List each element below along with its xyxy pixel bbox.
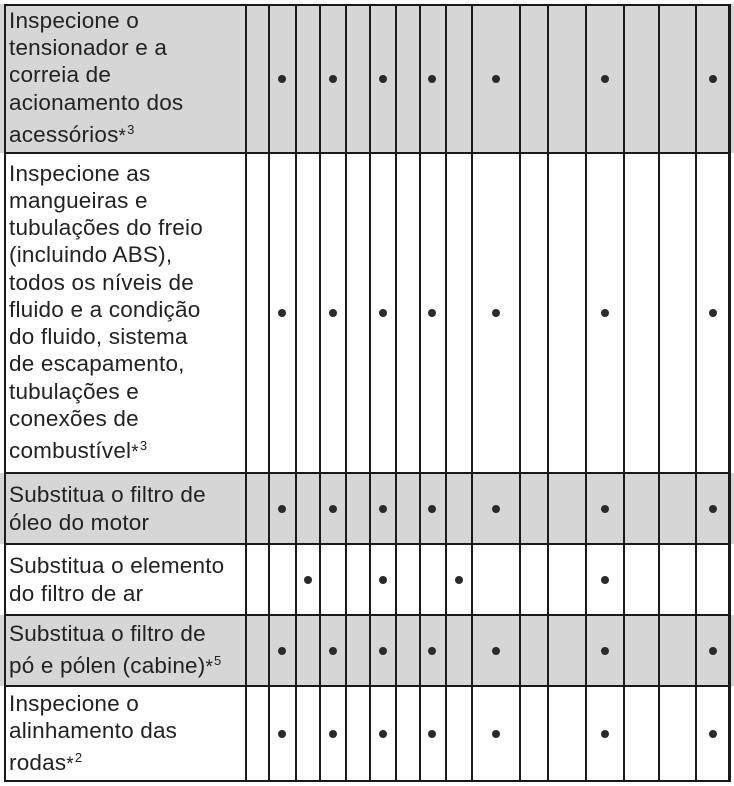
row-divider (4, 472, 730, 474)
column-divider (695, 4, 697, 782)
schedule-dot (379, 75, 387, 83)
row-divider (4, 685, 730, 687)
row-label (9, 544, 241, 615)
row-label (9, 615, 241, 686)
column-divider (585, 4, 587, 782)
column-divider (295, 4, 297, 782)
row-label-text: Substitua o filtro de pó e pólen (cabine) (9, 620, 206, 678)
row-label (9, 473, 241, 544)
column-divider (471, 4, 473, 782)
schedule-dot (455, 576, 463, 584)
row-label (9, 686, 241, 782)
schedule-dot (278, 505, 286, 513)
schedule-dot (601, 730, 609, 738)
row-label-text: Substitua o elemento do filtro de ar (9, 553, 225, 606)
column-divider (547, 4, 549, 782)
schedule-dot (709, 309, 717, 317)
schedule-dot (329, 75, 337, 83)
footnote-ref: *$^2$ (66, 750, 83, 776)
column-divider (419, 4, 421, 782)
footnote-ref: *$^5$ (205, 653, 222, 678)
column-divider (623, 4, 625, 782)
schedule-dot (329, 647, 337, 655)
row-divider (4, 614, 730, 616)
row-label-text: Inspecione as mangueiras e tubulações do freio (incluindo ABS), todos os níveis de fluido e a condição do fluido, sistema de escapamento, tubulações e conexões de combustível (9, 160, 203, 463)
column-divider (319, 4, 321, 782)
schedule-dot (379, 505, 387, 513)
schedule-dot (492, 505, 500, 513)
schedule-dot (428, 730, 436, 738)
column-divider (395, 4, 397, 782)
schedule-dot (329, 505, 337, 513)
column-divider (445, 4, 447, 782)
schedule-dot (601, 505, 609, 513)
column-divider (245, 4, 247, 782)
footnote-ref: *$^3$ (131, 437, 148, 463)
column-divider (658, 4, 660, 782)
schedule-dot (329, 730, 337, 738)
schedule-dot (709, 75, 717, 83)
column-divider (729, 4, 731, 782)
schedule-dot (601, 75, 609, 83)
row-label (9, 153, 241, 473)
row-label-text: Inspecione o alinhamento das rodas (9, 690, 178, 776)
schedule-dot (709, 730, 717, 738)
schedule-dot (601, 309, 609, 317)
column-divider (369, 4, 371, 782)
schedule-dot (278, 75, 286, 83)
schedule-dot (379, 647, 387, 655)
schedule-dot (492, 75, 500, 83)
row-label-text: Inspecione o tensionador e a correia de acionamento dos acessórios (9, 7, 184, 147)
schedule-dot (601, 576, 609, 584)
column-divider (268, 4, 270, 782)
schedule-dot (492, 309, 500, 317)
schedule-dot (304, 576, 312, 584)
schedule-dot (278, 730, 286, 738)
row-divider (4, 543, 730, 545)
schedule-dot (329, 309, 337, 317)
row-label-text: Substitua o filtro de óleo do motor (9, 482, 206, 535)
schedule-dot (709, 505, 717, 513)
schedule-dot (278, 647, 286, 655)
column-divider (519, 4, 521, 782)
schedule-dot (379, 576, 387, 584)
row-label (9, 4, 241, 153)
schedule-dot (428, 505, 436, 513)
column-divider (345, 4, 347, 782)
schedule-dot (709, 647, 717, 655)
schedule-dot (379, 730, 387, 738)
row-divider (4, 152, 730, 154)
schedule-dot (379, 309, 387, 317)
footnote-ref: *$^3$ (118, 121, 135, 147)
schedule-dot (601, 647, 609, 655)
schedule-dot (428, 309, 436, 317)
schedule-dot (278, 309, 286, 317)
schedule-dot (428, 647, 436, 655)
schedule-dot (492, 730, 500, 738)
schedule-dot (492, 647, 500, 655)
schedule-dot (428, 75, 436, 83)
